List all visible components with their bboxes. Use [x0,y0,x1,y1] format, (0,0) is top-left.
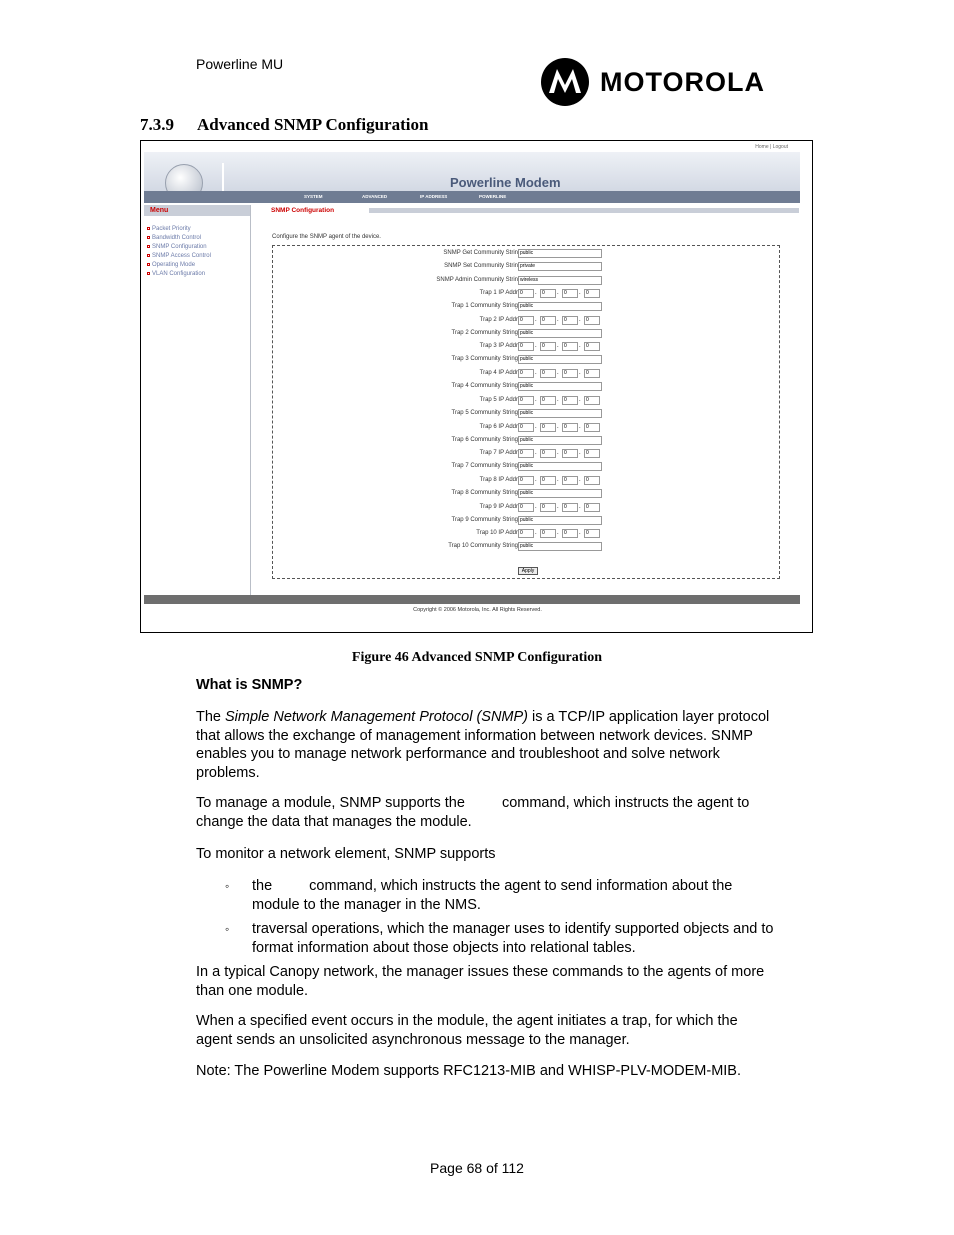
b1-line: module to the manager in the NMS. [252,896,481,913]
document-header-title: Powerline MU [196,56,284,72]
b2-line: traversal operations, which the manager uses to identify supported objects and to [252,921,774,937]
admin-community-row [141,276,813,286]
bullet-icon [147,227,150,230]
ip-separator: . [535,477,537,483]
p5-line: agent sends an unsolicited asynchronous message to the manager. [196,1031,630,1048]
p1-line: that allows the exchange of management information between network devices. SNMP [196,727,753,744]
trap-ip-octet-input[interactable]: 0 [562,396,578,405]
trap-ip-octet-input[interactable]: 0 [518,449,534,458]
trap-community-input[interactable]: public [518,409,602,418]
paragraph-4 [196,963,816,1000]
trap-community-row [141,516,813,526]
trap-ip-octet-input[interactable]: 0 [584,369,600,378]
ip-separator: . [557,477,559,483]
trap-community-label: Trap 4 Community String [451,383,518,389]
trap-ip-octet-input[interactable]: 0 [584,476,600,485]
ip-separator: . [535,450,537,456]
set-community-label: SNMP Set Community Strin [444,263,518,269]
set-community-row [141,262,813,272]
copyright-text: Copyright © 2006 Motorola, Inc. All Rights Reserved. [413,607,542,613]
trap-community-input[interactable]: public [518,516,602,525]
nav-system[interactable]: SYSTEM [304,194,323,199]
ip-separator: . [557,317,559,323]
ip-separator: . [557,370,559,376]
ip-separator: . [579,317,581,323]
trap-ip-label: Trap 3 IP Addr [479,343,518,349]
p1-line: problems. [196,764,260,781]
trap-ip-octet-input[interactable]: 0 [584,529,600,538]
trap-ip-label: Trap 2 IP Addr [479,317,518,323]
get-community-row [141,249,813,259]
admin-community-input[interactable]: wireless [518,276,602,285]
trap-community-label: Trap 3 Community String [451,356,518,362]
ip-separator: . [535,504,537,510]
trap-ip-octet-input[interactable]: 0 [540,503,556,512]
trap-community-input[interactable]: public [518,355,602,364]
menu-item-label: Packet Priority [152,226,191,232]
p4-line: In a typical Canopy network, the manager issues these commands to the agents of more [196,964,765,980]
ip-separator: . [535,290,537,296]
trap-ip-octet-input[interactable]: 0 [518,503,534,512]
ip-separator: . [579,370,581,376]
motorola-wordmark: MOTOROLA [600,66,765,97]
nav-ip-address[interactable]: IP ADDRESS [420,194,448,199]
section-heading [140,115,428,135]
ip-separator: . [557,450,559,456]
top-links[interactable]: Home | Logout [755,144,788,150]
p1-emphasis: Simple Network Management Protocol (SNMP) [225,709,529,725]
trap-community-label: Trap 6 Community String [451,437,518,443]
ip-separator: . [579,477,581,483]
ip-separator: . [535,530,537,536]
ip-separator: . [579,530,581,536]
paragraph-6: Note: The Powerline Modem supports RFC1213-MIB and WHISP-PLV-MODEM-MIB. [196,1063,742,1079]
paragraph-1 [196,708,816,782]
figure-screenshot [140,140,813,633]
app-banner [144,152,800,191]
ip-separator: . [579,504,581,510]
p4-line: than one module. [196,982,309,999]
trap-community-input[interactable]: public [518,436,602,445]
trap-community-label: Trap 7 Community String [451,463,518,469]
bullet-icon [147,236,150,239]
ip-separator: . [557,343,559,349]
trap-ip-octet-input[interactable]: 0 [518,369,534,378]
trap-community-label: Trap 1 Community String [451,303,518,309]
nav-bar [144,191,800,203]
trap-ip-row [141,476,813,486]
p5-line: When a specified event occurs in the module, the agent initiates a trap, for which the [196,1013,738,1029]
p1-line: enables you to manage network performance and troubleshoot and solve network [196,746,720,762]
ip-separator: . [579,343,581,349]
ip-separator: . [579,450,581,456]
ip-separator: . [535,317,537,323]
trap-ip-octet-input[interactable]: 0 [584,423,600,432]
trap-ip-label: Trap 5 IP Addr [479,397,518,403]
get-community-label: SNMP Get Community Strin [443,250,518,256]
ip-separator: . [557,424,559,430]
menu-item-label: Bandwidth Control [152,235,202,241]
trap-ip-octet-input[interactable]: 0 [540,396,556,405]
trap-ip-octet-input[interactable]: 0 [562,316,578,325]
bullet-icon [147,272,150,275]
menu-item-bandwidth-control[interactable] [147,234,211,243]
trap-ip-octet-input[interactable]: 0 [540,369,556,378]
trap-ip-octet-input[interactable]: 0 [518,316,534,325]
trap-community-row [141,409,813,419]
b1-text: the [252,878,273,894]
trap-ip-octet-input[interactable]: 0 [584,289,600,298]
trap-ip-octet-input[interactable]: 0 [518,289,534,298]
trap-ip-octet-input[interactable]: 0 [540,449,556,458]
bullet-icon [147,245,150,248]
trap-ip-label: Trap 8 IP Addr [479,477,518,483]
trap-ip-row [141,396,813,406]
trap-ip-octet-input[interactable]: 0 [562,369,578,378]
figure-caption: Figure 46 Advanced SNMP Configuration [351,650,603,665]
admin-community-label: SNMP Admin Community Strin [436,277,518,283]
motorola-logo [540,54,815,110]
trap-community-row [141,489,813,499]
p2-line: change the data that manages the module. [196,813,472,830]
trap-ip-label: Trap 6 IP Addr [479,424,518,430]
get-community-input[interactable]: public [518,249,602,258]
trap-ip-row [141,342,813,352]
app-title: Powerline Modem [450,175,561,190]
trap-ip-octet-input[interactable]: 0 [518,529,534,538]
trap-community-input[interactable]: public [518,382,602,391]
trap-ip-octet-input[interactable]: 0 [540,342,556,351]
nav-powerline[interactable]: POWERLINE [479,194,507,199]
trap-community-input[interactable]: public [518,462,602,471]
menu-header: Menu [144,205,251,216]
menu-item-label: VLAN Configuration [152,271,206,277]
trap-ip-octet-input[interactable]: 0 [584,396,600,405]
paragraph-3: To monitor a network element, SNMP supports [196,846,496,862]
trap-ip-octet-input[interactable]: 0 [518,342,534,351]
b1-text: command, which instructs the agent to send information about the [309,878,733,894]
trap-community-row [141,382,813,392]
b2-line: format information about those objects into relational tables. [252,939,636,956]
paragraph-5 [196,1012,816,1049]
trap-community-label: Trap 5 Community String [451,410,518,416]
menu-item-packet-priority[interactable] [147,225,211,234]
trap-ip-row [141,289,813,299]
p2-text: To manage a module, SNMP supports the [196,795,465,811]
ip-separator: . [557,397,559,403]
apply-button[interactable]: Apply [518,567,538,575]
ip-separator: . [557,504,559,510]
ip-separator: . [535,370,537,376]
page-number: Page 68 of 112 [430,1160,524,1176]
trap-ip-octet-input[interactable]: 0 [562,449,578,458]
trap-ip-label: Trap 1 IP Addr [479,290,518,296]
instruction-text: Configure the SNMP agent of the device. [272,234,381,240]
trap-ip-row [141,503,813,513]
trap-community-row [141,542,813,552]
trap-community-label: Trap 10 Community String [448,543,518,549]
trap-ip-label: Trap 7 IP Addr [479,450,518,456]
trap-ip-label: Trap 9 IP Addr [479,504,518,510]
trap-community-row [141,462,813,472]
trap-community-label: Trap 2 Community String [451,330,518,336]
trap-ip-label: Trap 4 IP Addr [479,370,518,376]
ip-separator: . [535,424,537,430]
menu-item-label: Operating Mode [152,262,196,268]
trap-ip-octet-input[interactable]: 0 [540,316,556,325]
trap-ip-row [141,449,813,459]
trap-ip-octet-input[interactable]: 0 [584,449,600,458]
trap-ip-octet-input[interactable]: 0 [562,289,578,298]
page-heading: SNMP Configuration [271,207,335,214]
trap-ip-octet-input[interactable]: 0 [540,529,556,538]
menu-item-label: SNMP Access Control [152,253,211,259]
nav-advanced[interactable]: ADVANCED [362,194,388,199]
trap-ip-row [141,369,813,379]
trap-ip-octet-input[interactable]: 0 [540,476,556,485]
trap-ip-octet-input[interactable]: 0 [584,503,600,512]
trap-ip-octet-input[interactable]: 0 [584,342,600,351]
trap-community-input[interactable]: public [518,489,602,498]
p1-text: The [196,709,226,725]
bullet-1-icon: ◦ [225,879,230,893]
trap-ip-octet-input[interactable]: 0 [518,423,534,432]
trap-ip-octet-input[interactable]: 0 [562,423,578,432]
ip-separator: . [579,424,581,430]
trap-ip-octet-input[interactable]: 0 [562,476,578,485]
motorola-batwing-icon [540,57,590,107]
ip-separator: . [535,397,537,403]
trap-ip-octet-input[interactable]: 0 [584,316,600,325]
heading-bar [369,208,799,213]
trap-ip-octet-input[interactable]: 0 [518,476,534,485]
trap-ip-octet-input[interactable]: 0 [540,289,556,298]
trap-ip-row [141,529,813,539]
trap-ip-octet-input[interactable]: 0 [562,503,578,512]
trap-community-row [141,355,813,365]
trap-community-row [141,329,813,339]
footer-bar [144,595,800,604]
trap-community-input[interactable]: public [518,329,602,338]
trap-ip-octet-input[interactable]: 0 [562,529,578,538]
trap-ip-octet-input[interactable]: 0 [540,423,556,432]
bullet-2-icon: ◦ [225,922,230,936]
trap-ip-octet-input[interactable]: 0 [518,396,534,405]
bullet-2 [252,920,822,957]
trap-community-input[interactable]: public [518,542,602,551]
trap-community-label: Trap 8 Community String [451,490,518,496]
ip-separator: . [579,290,581,296]
trap-community-row [141,302,813,312]
trap-ip-octet-input[interactable]: 0 [562,342,578,351]
trap-ip-row [141,316,813,326]
section-number: 7.3.9 [140,115,174,134]
paragraph-2 [196,794,816,831]
trap-ip-label: Trap 10 IP Addr [476,530,518,536]
p2-text: command, which instructs the agent to [501,795,750,811]
ip-separator: . [535,343,537,349]
ip-separator: . [557,530,559,536]
set-community-input[interactable]: private [518,262,602,271]
section-title: Advanced SNMP Configuration [197,115,429,134]
trap-community-label: Trap 9 Community String [451,517,518,523]
menu-item-label: SNMP Configuration [152,244,207,250]
p1-text: is a TCP/IP application layer protocol [528,709,770,725]
trap-community-row [141,436,813,446]
ip-separator: . [579,397,581,403]
body-heading: What is SNMP? [196,677,303,693]
trap-ip-row [141,423,813,433]
trap-community-input[interactable]: public [518,302,602,311]
ip-separator: . [557,290,559,296]
bullet-1 [252,877,822,914]
